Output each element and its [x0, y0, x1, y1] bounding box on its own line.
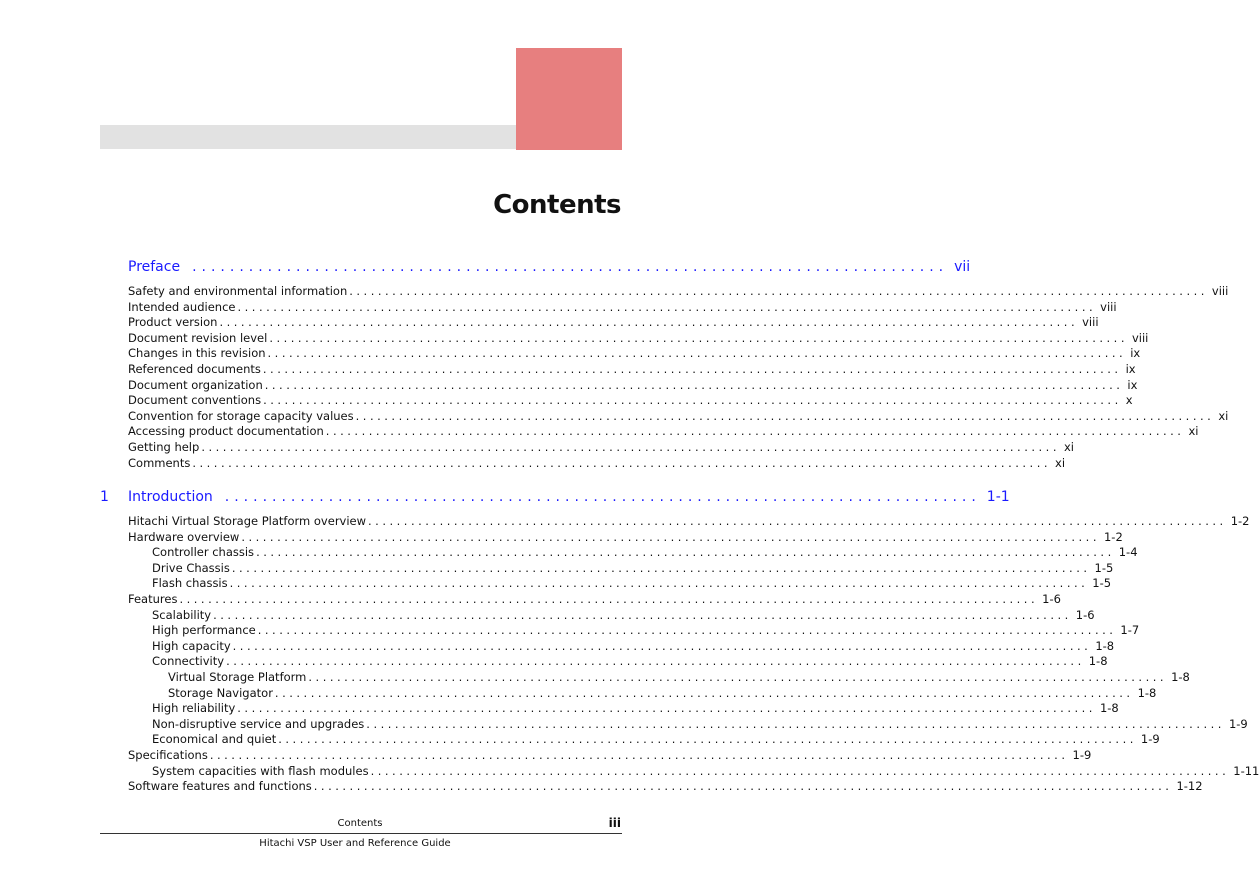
- entry-title: Software features and functions: [128, 779, 312, 794]
- entry-page-number: 1-6: [1075, 607, 1095, 622]
- entry-page-number: xi: [1055, 455, 1066, 470]
- toc-entry-link[interactable]: [152, 763, 1259, 779]
- toc-entry-link[interactable]: [152, 607, 1095, 623]
- entry-title: Features: [128, 592, 178, 606]
- dot-leader: ........................................................................................................................: [256, 545, 1115, 560]
- entry-title: Referenced documents: [128, 362, 261, 376]
- dot-leader: ........................................................................................................................: [232, 638, 1092, 653]
- toc-entry-link[interactable]: [152, 716, 1248, 732]
- entry-page-number: ix: [1130, 346, 1141, 361]
- entry-title: Safety and environmental information: [128, 284, 348, 298]
- toc-entry-link[interactable]: [128, 362, 1136, 377]
- dot-leader: ........................................................................................................................: [263, 393, 1122, 408]
- entry-page-number: xi: [1218, 408, 1229, 423]
- entry-page-number: viii: [1082, 315, 1099, 330]
- section-title: Introduction: [128, 489, 213, 505]
- entry-page-number: 1-6: [1042, 592, 1061, 606]
- entry-title: Controller chassis: [152, 545, 255, 560]
- entry-page-number: 1-8: [1137, 685, 1157, 700]
- toc-entry-link[interactable]: [128, 424, 1199, 439]
- entry-page-number: xi: [1188, 424, 1199, 439]
- toc-entry-link[interactable]: [128, 592, 1061, 607]
- entry-title: System capacities with flash modules: [152, 763, 369, 778]
- entry-page-number: 1-8: [1095, 638, 1115, 653]
- dot-leader: ........................................................................................................................: [192, 455, 1052, 470]
- toc-section-link[interactable]: [128, 259, 971, 279]
- dot-leader: ........................................................................................................................: [226, 654, 1085, 669]
- toc-entry-link[interactable]: [152, 701, 1119, 716]
- toc-entry-link[interactable]: [128, 299, 1117, 315]
- entry-page-number: 1-5: [1092, 576, 1112, 591]
- dot-leader: ........................................................................................................................: [325, 424, 1185, 439]
- dot-leader: ........................................................................................................................: [355, 408, 1215, 423]
- dot-leader: ........................................................................................................................: [241, 529, 1100, 544]
- dot-leader: ........................................................................................................................: [349, 284, 1208, 298]
- section-title: Preface: [128, 259, 181, 275]
- section-page-number: 1-1: [986, 489, 1010, 505]
- entry-page-number: 1-2: [1103, 529, 1123, 544]
- entry-page-number: 1-2: [1230, 514, 1250, 528]
- entry-title: Hardware overview: [128, 529, 240, 544]
- dot-leader: ........................................................................................................................: [313, 779, 1173, 794]
- entry-page-number: x: [1125, 393, 1133, 408]
- entry-title: Flash chassis: [152, 576, 228, 591]
- entry-title: Changes in this revision: [128, 346, 266, 361]
- toc-section-link[interactable]: [128, 489, 1010, 509]
- toc-entry-link[interactable]: [128, 455, 1066, 471]
- dot-leader: ........................................................................................................................: [237, 299, 1097, 314]
- entry-page-number: viii: [1211, 284, 1229, 298]
- footer-section-label: Contents: [337, 818, 383, 829]
- footer-guide-title: Hitachi VSP User and Reference Guide: [259, 838, 451, 849]
- entry-page-number: 1-8: [1099, 701, 1119, 716]
- dot-leader: ........................................................................................................................: [229, 576, 1089, 591]
- entry-title: Specifications: [128, 748, 208, 762]
- entry-page-number: 1-11: [1233, 763, 1259, 778]
- toc-entry-link[interactable]: [128, 779, 1203, 794]
- toc-entry-link[interactable]: [128, 514, 1250, 529]
- page-title: Contents: [493, 190, 621, 220]
- entry-title: Document revision level: [128, 330, 268, 345]
- dot-leader: ........................................................................................................................: [179, 592, 1039, 606]
- entry-page-number: 1-4: [1118, 545, 1138, 560]
- entry-page-number: 1-8: [1088, 654, 1108, 669]
- entry-title: Intended audience: [128, 299, 236, 314]
- dot-leader: ........................................................................................................................: [213, 607, 1072, 622]
- entry-page-number: 1-7: [1120, 623, 1140, 638]
- entry-page-number: 1-5: [1094, 560, 1114, 575]
- dot-leader: ........................................................................................................................: [201, 440, 1060, 454]
- toc-entry-link[interactable]: [128, 377, 1138, 393]
- toc-entry-link[interactable]: [152, 576, 1112, 591]
- entry-page-number: 1-9: [1140, 732, 1160, 747]
- entry-title: Convention for storage capacity values: [128, 408, 354, 423]
- entry-title: Document conventions: [128, 393, 262, 408]
- toc-entry-link[interactable]: [152, 654, 1108, 669]
- toc-entry-link[interactable]: [128, 440, 1074, 455]
- toc-entry-link[interactable]: [152, 732, 1160, 747]
- entry-page-number: 1-9: [1228, 716, 1248, 731]
- entry-title: Economical and quiet: [152, 732, 277, 747]
- entry-page-number: 1-9: [1072, 748, 1092, 762]
- entry-page-number: 1-12: [1176, 779, 1203, 794]
- dot-leader: ........................................................................................................................: [267, 346, 1127, 361]
- toc-entry-link[interactable]: [168, 670, 1190, 685]
- dot-leader: ........................................................................................................................: [237, 701, 1096, 716]
- entry-title: Hitachi Virtual Storage Platform overview: [128, 514, 367, 528]
- toc-entry-link[interactable]: [128, 529, 1123, 545]
- entry-page-number: viii: [1131, 330, 1149, 345]
- footer-page-number: iii: [608, 816, 621, 830]
- header-gray-band: [100, 125, 516, 149]
- dot-leader: ........................................................................................................................: [278, 732, 1137, 747]
- toc-entry-link[interactable]: [128, 346, 1141, 361]
- entry-title: Getting help: [128, 440, 200, 454]
- toc-entry-link[interactable]: [152, 623, 1140, 638]
- entry-page-number: ix: [1125, 362, 1136, 376]
- header-red-block: [516, 48, 622, 150]
- toc-entry-link[interactable]: [128, 393, 1133, 408]
- dot-leader: ................................................................................: [224, 489, 981, 505]
- entry-title: High capacity: [152, 638, 231, 653]
- dot-leader: ........................................................................................................................: [368, 514, 1227, 528]
- entry-page-number: xi: [1063, 440, 1074, 454]
- entry-title: Accessing product documentation: [128, 424, 324, 439]
- entry-title: Scalability: [152, 607, 212, 622]
- entry-title: High performance: [152, 623, 256, 638]
- toc-entry-link[interactable]: [128, 315, 1099, 330]
- toc-entry-link[interactable]: [152, 560, 1114, 576]
- dot-leader: ........................................................................................................................: [308, 670, 1168, 684]
- toc-entry-link[interactable]: [152, 545, 1138, 560]
- entry-title: Product version: [128, 315, 218, 330]
- dot-leader: ................................................................................: [192, 259, 949, 275]
- dot-leader: ........................................................................................................................: [274, 685, 1134, 700]
- dot-leader: ........................................................................................................................: [264, 377, 1124, 392]
- entry-title: High reliability: [152, 701, 236, 716]
- dot-leader: ........................................................................................................................: [219, 315, 1079, 330]
- section-page-number: vii: [954, 259, 971, 275]
- dot-leader: ........................................................................................................................: [370, 763, 1230, 778]
- entry-page-number: ix: [1127, 377, 1138, 392]
- dot-leader: ........................................................................................................................: [262, 362, 1122, 376]
- entry-title: Drive Chassis: [152, 560, 230, 575]
- toc-entry-link[interactable]: [168, 685, 1157, 701]
- entry-title: Virtual Storage Platform: [168, 670, 307, 684]
- dot-leader: ........................................................................................................................: [231, 560, 1091, 575]
- entry-title: Non-disruptive service and upgrades: [152, 716, 365, 731]
- entry-page-number: 1-8: [1171, 670, 1190, 684]
- entry-title: Connectivity: [152, 654, 225, 669]
- entry-page-number: viii: [1100, 299, 1117, 314]
- dot-leader: ........................................................................................................................: [209, 748, 1069, 762]
- entry-title: Storage Navigator: [168, 685, 273, 700]
- toc-entry-link[interactable]: [128, 330, 1149, 346]
- toc-entry-link[interactable]: [128, 284, 1229, 299]
- toc-entry-link[interactable]: [152, 638, 1115, 654]
- dot-leader: ........................................................................................................................: [366, 716, 1225, 731]
- entry-title: Comments: [128, 455, 191, 470]
- footer-rule: [100, 833, 622, 834]
- toc-entry-link[interactable]: [128, 748, 1092, 763]
- toc-entry-link[interactable]: [128, 408, 1229, 424]
- dot-leader: ........................................................................................................................: [257, 623, 1117, 638]
- section-number: 1: [100, 489, 109, 505]
- dot-leader: ........................................................................................................................: [269, 330, 1128, 345]
- entry-title: Document organization: [128, 377, 263, 392]
